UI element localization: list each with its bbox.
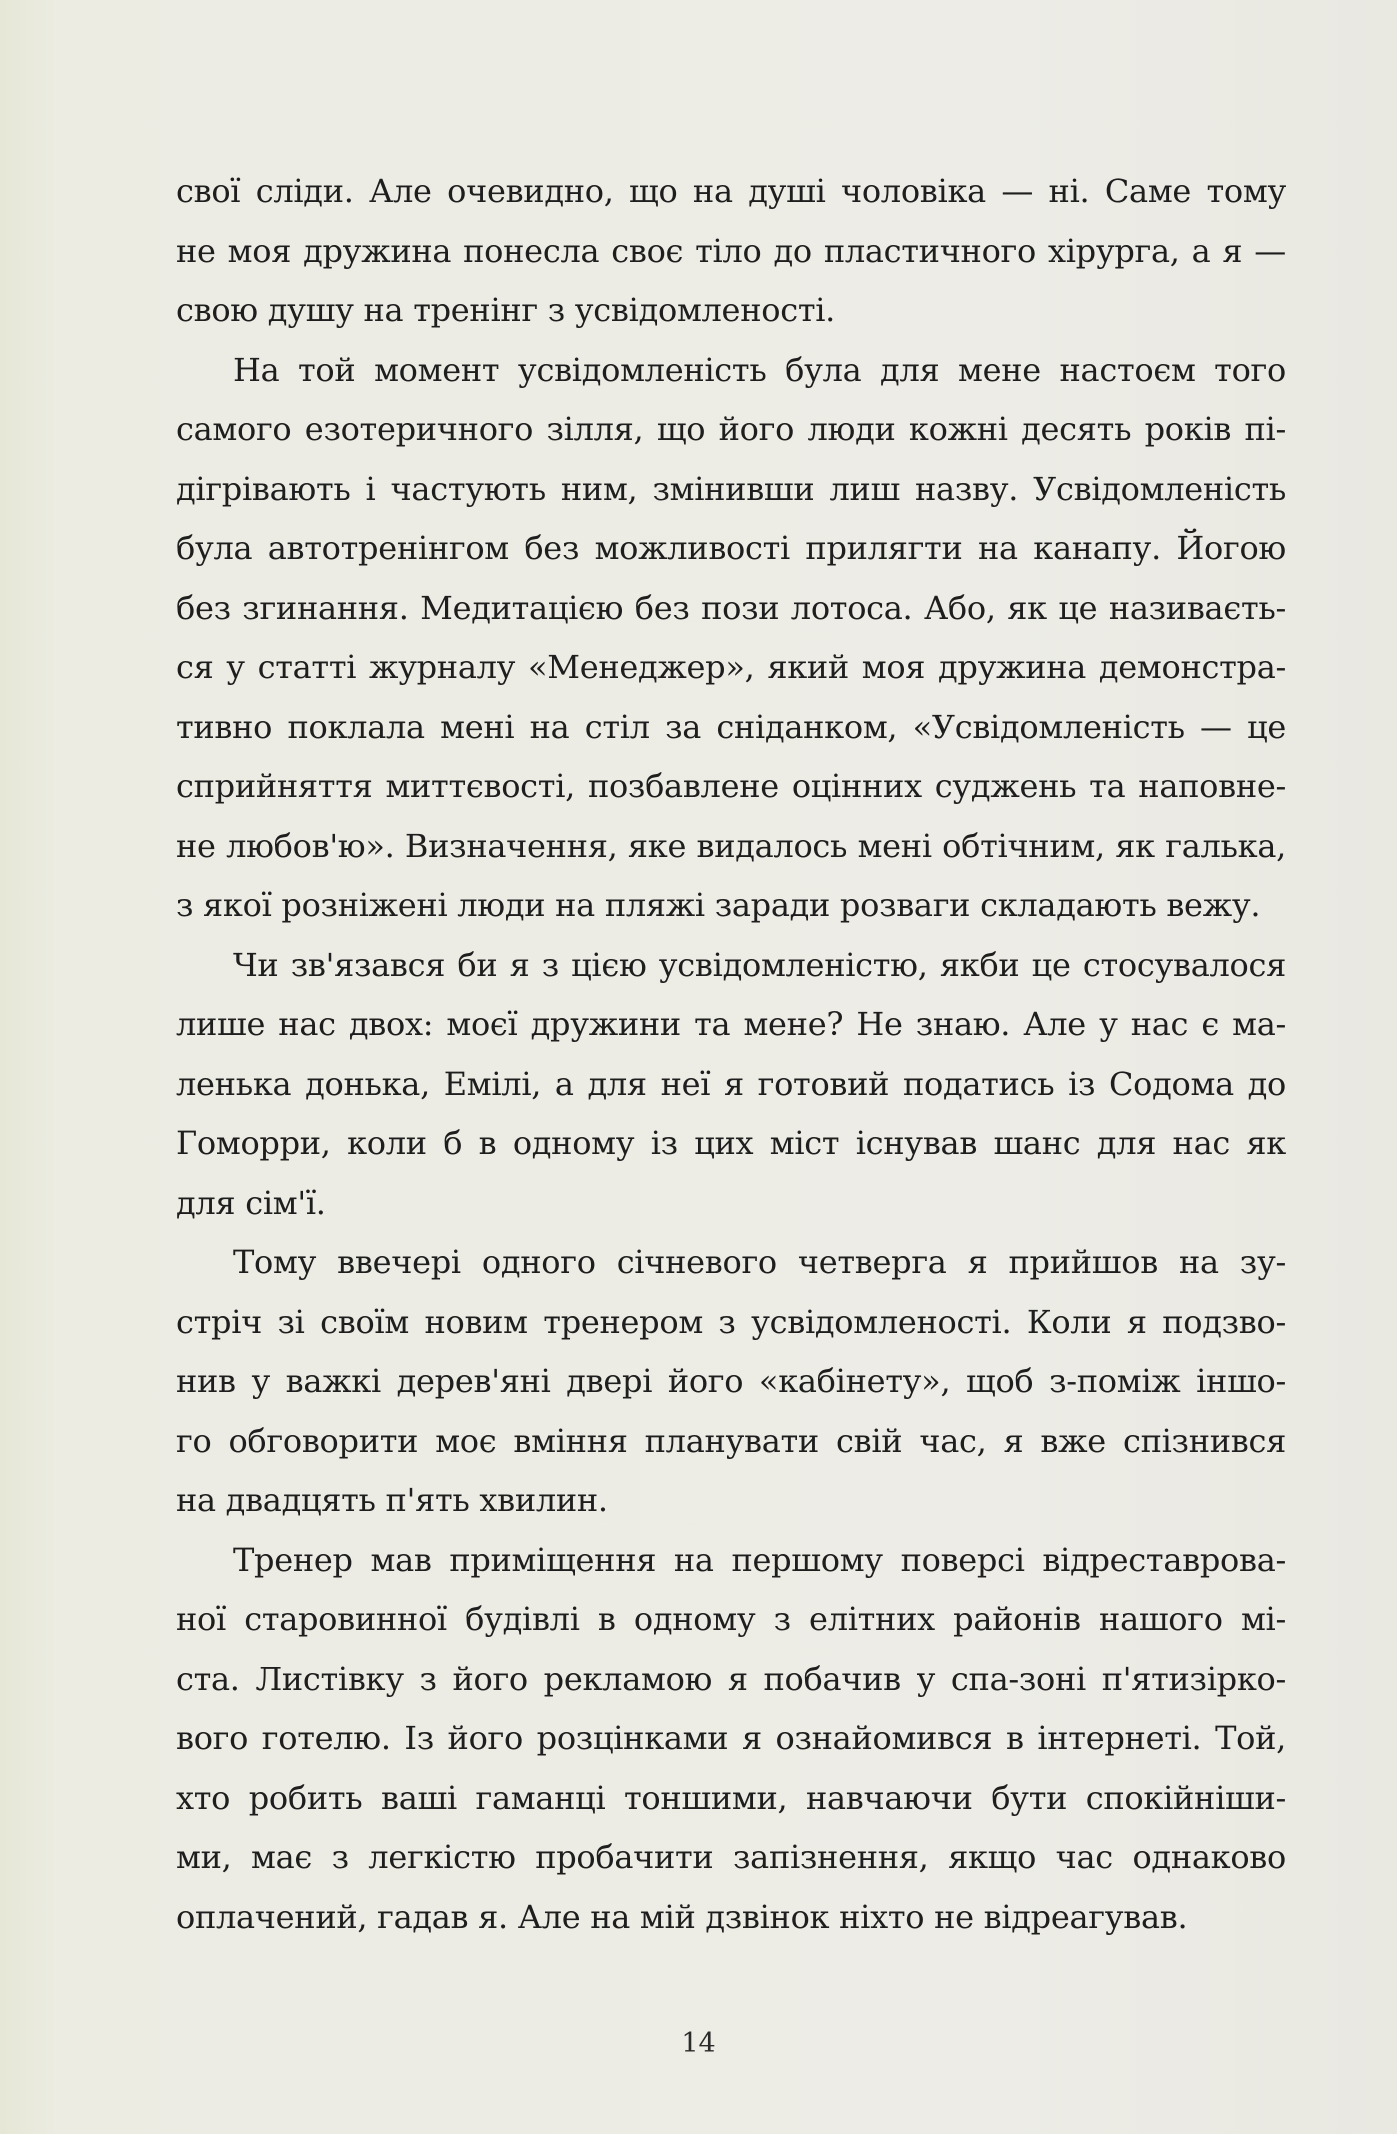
paragraph [176,1531,1286,1948]
text-line: Тому ввечері одного січневого четверга я прийшов на зу- [233,1243,1286,1281]
text-line: на двадцять п'ять хвилин. [176,1481,608,1519]
text-line: ми, має з легкістю пробачити запізнення, якщо час однаково [176,1838,1286,1876]
text-line: не любов'ю». Визначення, яке видалось мені обтічним, як галька, [176,826,1286,865]
text-line: була автотренінгом без можливості прилягти на канапу. Йогою [176,529,1286,567]
text-line: ленька донька, Емілі, а для неї я готовий податись із Содома до [176,1064,1286,1103]
text-line: Чи зв'язався би я з цією усвідомленістю, якби це стосувалося [233,945,1286,984]
text-line: стріч зі своїм новим тренером з усвідомленості. Коли я подзво- [176,1302,1286,1341]
text-line: без згинання. Медитацією без пози лотоса. Або, як це називаєть- [176,588,1286,627]
text-line: Гоморри, коли б в одному із цих міст існував шанс для нас як [176,1124,1286,1162]
text-line: вого готелю. Із його розцінками я ознайомився в інтернеті. Той, [176,1719,1286,1757]
text-line: свою душу на тренінг з усвідомленості. [176,291,836,329]
text-line: го обговорити моє вміння планувати свій час, я вже спізнився [176,1421,1286,1460]
text-line: тивно поклала мені на стіл за сніданком, «Усвідомленість — це [176,707,1286,746]
text-line: з якої розніжені люди на пляжі заради розваги складають вежу. [176,886,1261,924]
text-line: ної старовинної будівлі в одному з елітних районів нашого мі- [176,1600,1286,1638]
page-number: 14 [681,2028,716,2059]
text-line: нив у важкі дерев'яні двері його «кабінету», щоб з-поміж іншо- [176,1362,1286,1400]
text-line: дігрівають і частують ним, змінивши лиш назву. Усвідомленість [176,469,1286,508]
text-line: для сім'ї. [176,1183,326,1222]
text-line: ся у статті журналу «Менеджер», який моя дружина демонстра- [176,648,1286,686]
text-line: Тренер мав приміщення на першому поверсі відреставрова- [233,1540,1286,1579]
text-line: не моя дружина понесла своє тіло до пластичного хірурга, а я — [176,231,1286,270]
paragraph [176,936,1286,1234]
text-line: хто робить ваші гаманці тоншими, навчаючи бути спокійніши- [176,1778,1286,1817]
text-line: сприйняття миттєвості, позбавлене оцінних суджень та наповне- [176,767,1286,805]
paragraph [176,341,1286,936]
text-line: оплачений, гадав я. Але на мій дзвінок ніхто не відреагував. [176,1897,1188,1936]
text-line: свої сліди. Але очевидно, що на душі чоловіка — ні. Саме тому [176,172,1286,210]
body-text [176,162,1286,1947]
paragraph [176,1233,1286,1531]
text-line: ста. Листівку з його рекламою я побачив у спа-зоні п'ятизірко- [176,1659,1286,1698]
text-line: самого езотеричного зілля, що його люди кожні десять років пі- [176,410,1286,448]
paragraph [176,162,1286,341]
text-line: лише нас двох: моєї дружини та мене? Не знаю. Але у нас є ма- [176,1005,1286,1043]
text-line: На той момент усвідомленість була для мене настоєм того [233,350,1286,389]
